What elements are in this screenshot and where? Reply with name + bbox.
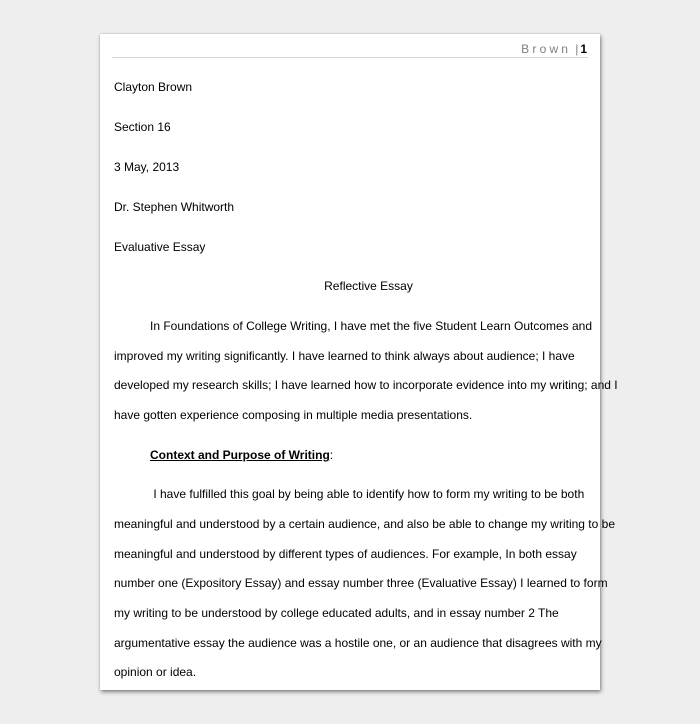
paragraph2-line: meaningful and understood by different types of audiences. For example, In both essay <box>114 547 577 561</box>
running-head-name: Brown <box>521 42 572 56</box>
page-number: 1 <box>580 42 587 56</box>
instructor-line: Dr. Stephen Whitworth <box>114 200 235 214</box>
paragraph2-line: meaningful and understood by a certain audience, and also be able to change my writing to be <box>114 517 615 531</box>
paragraph1-line: improved my writing significantly. I have learned to think always about audience; I have <box>114 349 575 363</box>
paragraph2-line: opinion or idea. <box>114 665 197 679</box>
paragraph2-line: argumentative essay the audience was a hostile one, or an audience that disagrees with my <box>114 636 602 650</box>
paragraph1-line: have gotten experience composing in multiple media presentations. <box>114 408 473 422</box>
section-heading-colon: : <box>329 448 334 462</box>
header-rule <box>112 57 588 58</box>
paragraph1-line: In Foundations of College Writing, I have met the five Student Learn Outcomes and <box>150 319 593 333</box>
section-line: Section 16 <box>114 120 171 134</box>
running-header <box>521 42 587 56</box>
paragraph2-line: number one (Expository Essay) and essay number three (Evaluative Essay) I learned to form <box>114 576 608 590</box>
paragraph1-line: developed my research skills; I have learned how to incorporate evidence into my writing; and I <box>114 378 618 392</box>
author-name: Clayton Brown <box>114 80 193 94</box>
section-heading <box>150 448 333 462</box>
essay-title: Reflective Essay <box>324 279 413 293</box>
document-page <box>100 34 618 690</box>
section-heading-text: Context and Purpose of Writing <box>150 448 330 462</box>
paragraph2-line: my writing to be understood by college educated adults, and in essay number 2 The <box>114 606 559 620</box>
assignment-line: Evaluative Essay <box>114 240 206 254</box>
paragraph2-line: I have fulfilled this goal by being able to identify how to form my writing to be both <box>150 487 585 501</box>
date-line: 3 May, 2013 <box>114 160 180 174</box>
running-head-separator: | <box>575 42 579 56</box>
